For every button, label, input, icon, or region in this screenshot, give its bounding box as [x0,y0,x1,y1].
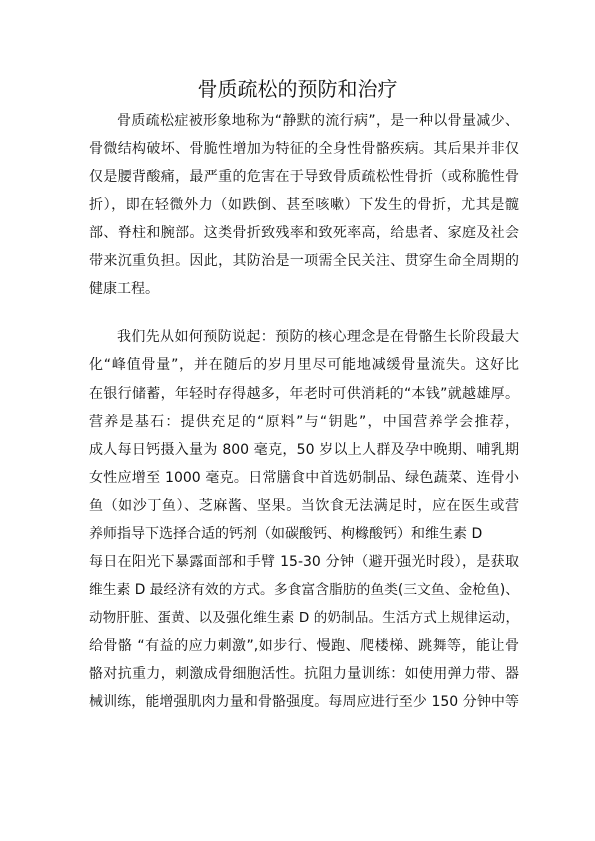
paragraph-1-line: 骨微结构破坏、骨脆性增加为特征的全身性骨骼疾病。其后果并非仅 [89,141,519,157]
paragraph-2-line: 化“峰值骨量”，并在随后的岁月里尽可能地减缓骨量流失。这好比 [89,357,519,373]
paragraph-2-line: 骼对抗重力，刺激成骨细胞活性。抗阻力量训练：如使用弹力带、器 [89,666,519,682]
paragraph-1-line: 健康工程。 [89,281,159,297]
paragraph-1-line: 折），即在轻微外力（如跌倒、甚至咳嗽）下发生的骨折，尤其是髋 [89,197,519,213]
document-title: 骨质疏松的预防和治疗 [197,77,398,101]
paragraph-2-line: 养师指导下选择合适的钙剂（如碳酸钙、枸橼酸钙）和维生素 D [89,526,483,542]
paragraph-1-line: 仅是腰背酸痛，最严重的危害在于导致骨质疏松性骨折（或称脆性骨 [89,169,519,185]
paragraph-2-line: 我们先从如何预防说起：预防的核心理念是在骨骼生长阶段最大 [117,329,519,345]
paragraph-2-line: 给骨骼 “有益的应力刺激”,如步行、慢跑、爬楼梯、跳舞等，能让骨 [89,638,519,654]
paragraph-2-line: 鱼（如沙丁鱼）、芝麻酱、坚果。当饮食无法满足时，应在医生或营 [89,498,519,514]
paragraph-1-line: 骨质疏松症被形象地称为“静默的流行病”，是一种以骨量减少、 [117,113,519,129]
paragraph-2-line: 在银行储蓄，年轻时存得越多，年老时可供消耗的“本钱”就越雄厚。 [89,386,519,402]
paragraph-2-line: 动物肝脏、蛋黄、以及强化维生素 D 的奶制品。生活方式上规律运动， [89,610,519,626]
paragraph-2-line: 维生素 D 最经济有效的方式。多食富含脂肪的鱼类(三文鱼、金枪鱼)、 [89,582,519,598]
paragraph-2-line: 械训练，能增强肌肉力量和骨骼强度。每周应进行至少 150 分钟中等 [89,694,519,710]
paragraph-1-line: 带来沉重负担。因此，其防治是一项需全民关注、贯穿生命全周期的 [89,253,519,269]
paragraph-1-line: 部、脊柱和腕部。这类骨折致残率和致死率高，给患者、家庭及社会 [89,225,519,241]
paragraph-2-line: 营养是基石：提供充足的“原料”与“钥匙”，中国营养学会推荐， [89,414,519,430]
paragraph-2-line: 女性应增至 1000 毫克。日常膳食中首选奶制品、绿色蔬菜、连骨小 [89,470,519,486]
paragraph-2-line: 每日在阳光下暴露面部和手臂 15-30 分钟（避开强光时段），是获取 [89,554,519,570]
paragraph-2-line: 成人每日钙摄入量为 800 毫克，50 岁以上人群及孕中晚期、哺乳期 [89,442,519,458]
